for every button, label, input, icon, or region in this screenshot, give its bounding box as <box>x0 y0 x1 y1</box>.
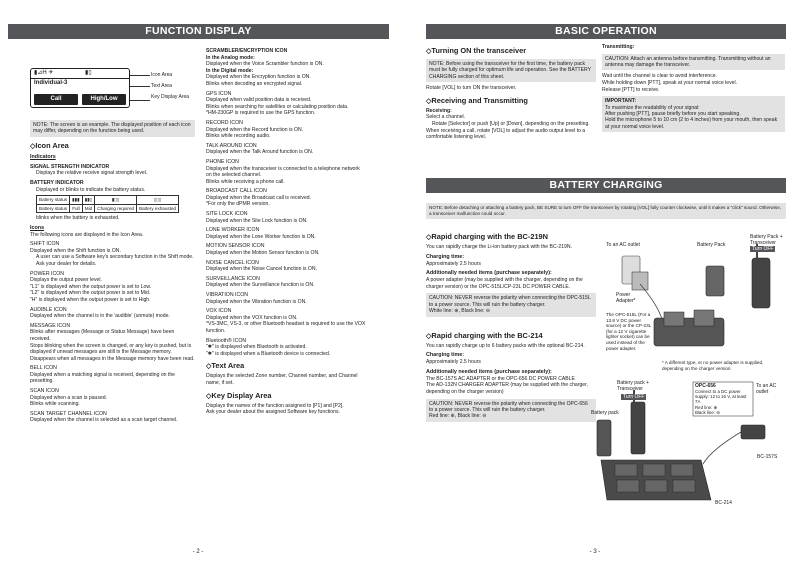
power-text-3: "L2" is displayed when the output power is set to Mid. <box>30 290 151 297</box>
talk-around-title: TALK AROUND ICON <box>206 142 257 149</box>
bc214-additional-2: The AD-132N CHARGER ADAPTER (may be supplied with the charger, depending on the charger version) <box>426 382 588 395</box>
key-display-heading: ◇ Key Display Area <box>206 391 366 401</box>
bc214-charge-time: Approximately 2.5 hours <box>426 359 481 366</box>
audible-text: Displayed when the channel is in the 'audible' (unmute) mode. <box>30 313 170 320</box>
lcd-icon-row: ▮⊿H ✈ ▮▯ <box>34 70 92 76</box>
bc214-battery-pack: Battery pack <box>591 410 619 416</box>
power-text-1: Displays the output power level. <box>30 277 102 284</box>
icons-label: Icons <box>30 224 45 231</box>
important-2: Hold the microphone 5 to 10 cm (2 to 4 inches) from your mouth, then speak at your normal voice level. <box>605 117 778 130</box>
right-column-2 <box>602 44 785 135</box>
turning-on-heading: ◇ Turning ON the transceiver <box>426 46 596 56</box>
lcd-highlow-key: High/Low <box>82 94 126 105</box>
lone-worker-text: Displayed when the Lone Worker function is ON. <box>206 233 316 240</box>
bc219-charge-time: Approximately 2.5 hours <box>426 260 481 267</box>
bc219-power-adapter: Power Adapter* <box>616 292 636 304</box>
bc219-charge-time-label: Charging time: <box>426 253 465 260</box>
bc214-label: BC-214 <box>715 500 732 506</box>
battery-blink-text: blinks when the battery is exhausted. <box>36 215 120 221</box>
bc214-red-line: Red line: ⊕ <box>695 405 718 410</box>
receiving-step-1: Select a channel. <box>426 114 466 121</box>
transmitting-label: Transmitting: <box>602 44 635 50</box>
battery-title: BATTERY INDICATOR <box>30 180 84 186</box>
gps-text-1: Displayed when valid position data is received. <box>206 97 312 104</box>
turning-on-note: NOTE: Before using the transceiver for the first time, the battery pack must be fully charged for optimum life and operation. See the BATTERY CHARGING section of this sheet. <box>426 59 596 82</box>
transmit-step-1: Wait until the channel is clear to avoid interference. <box>602 73 718 80</box>
battery-text: Displayed or blinks to indicate the battery status. <box>36 186 146 193</box>
turning-on-text: Rotate [VOL] to turn ON the transceiver. <box>426 85 517 92</box>
bc214-heading: ◇ Rapid charging with the BC-214 <box>426 331 596 341</box>
battery-charging-note: NOTE: Before detaching or attaching a battery pack, BE SURE to turn OFF the transceiver by rotating [VOL] fully counter clockwise, until it makes a "click" sound. Otherwise, a transceiver malfunction could occur. <box>426 203 786 219</box>
site-lock-text: Displayed when the Site Lock function is ON. <box>206 217 308 224</box>
bc214-caution <box>426 399 596 422</box>
message-text-1: Blinks after messages (Message or Status Message) have been received. <box>30 329 175 342</box>
gps-text-3: *HM-230GP is required to use the GPS function. <box>206 110 316 117</box>
scrambler-text-1: Displayed when the Voice Scrambler function is ON. <box>206 61 324 68</box>
site-lock-title: SITE LOCK ICON <box>206 211 248 218</box>
bc219-text: You can rapidly charge the Li-ion battery pack with the BC-219N. <box>426 244 572 250</box>
bc214-connect: Connect to a DC power supply: 12 to 16 V, at least 7A <box>695 389 747 405</box>
basic-operation-header: BASIC OPERATION <box>426 24 786 39</box>
gps-title: GPS ICON <box>206 90 232 97</box>
bc214-bc157s: BC-157S <box>757 454 778 460</box>
indicators-label: Indicators <box>30 153 56 160</box>
icons-text: The following icons are displayed in the Icon Area. <box>30 231 144 238</box>
scan-target-title: SCAN TARGET CHANNEL ICON <box>30 410 107 417</box>
shift-title: SHIFT ICON <box>30 241 60 248</box>
transmit-step-2: While holding down [PTT], speak at your normal voice level. <box>602 80 738 86</box>
message-text-2: Stops blinking when the screen is changed, or any key is pushed, but is displayed if unread messages are still in the Message memory. <box>30 342 192 356</box>
battery-low-icon: ▮▯▯ <box>95 196 137 204</box>
function-display-header: FUNCTION DISPLAY <box>8 24 389 39</box>
key-display-text-2: Ask your dealer about the assigned Software key functions. <box>206 409 340 416</box>
page-number-right: - 3 - <box>589 549 601 555</box>
vox-title: VOX ICON <box>206 308 232 315</box>
receiving-step-2: When receiving a call, rotate [VOL] to adjust the audio output level to a comfortable listening level. <box>426 127 586 141</box>
noise-text: Displayed when the Noise Cancel function is ON. <box>206 266 317 273</box>
bc219-battery-pack: Battery Pack <box>697 242 726 248</box>
power-text-2: "L1" is displayed when the output power is set to Low. <box>30 283 152 290</box>
key-display-area-label: Key Display Area <box>151 94 190 100</box>
left-column-2 <box>206 48 366 416</box>
battery-empty-icon: ▯▯▯ <box>137 196 179 204</box>
bc214-black-line: Black line: ⊖ <box>695 410 720 415</box>
broadcast-text-1: Displayed when the Broadcast call is received. <box>206 194 312 201</box>
motion-text: Displayed when the Motion Sensor function is ON. <box>206 250 320 257</box>
scan-target-text: Displayed when the channel is selected as a scan target channel. <box>30 417 178 424</box>
scrambler-text-3: Blinks when decoding an encrypted signal. <box>206 80 303 87</box>
lcd-text-row: Individual-3 <box>31 78 129 87</box>
bt-exhausted: Battery exhausted <box>137 204 179 212</box>
vox-text-2: *VS-3MC, VS-3, or other Bluetooth headset is required to use the VOX function. <box>206 321 366 334</box>
icon-area-label: Icon Area <box>151 72 173 78</box>
phone-text-1: Displayed when the transceiver is connected to a telephone network on the selected channel. <box>206 165 360 179</box>
message-title: MESSAGE ICON <box>30 322 71 329</box>
important-title: IMPORTANT: <box>605 98 637 105</box>
battery-full-icon: ▮▮▮ <box>70 196 83 204</box>
text-area-label: Text Area <box>151 83 172 89</box>
power-title: POWER ICON <box>30 270 65 277</box>
audible-title: AUDIBLE ICON <box>30 306 67 313</box>
bc219-additional-label: Additionally needed items (purchase separately): <box>426 270 552 277</box>
lcd-call-key: Call <box>34 94 78 105</box>
bc214-additional-1: The BC-157S AC ADAPTER or the OPC-656 DC POWER CABLE <box>426 375 575 382</box>
bt-charging: Charging required <box>95 204 137 212</box>
bc214-text: You can rapidly charge up to 6 battery packs with the optional BC-214. <box>426 342 585 349</box>
bc214-battery-transceiver: Battery pack + Transceiver <box>617 380 650 392</box>
bc214-opc656: OPC-656 <box>695 383 716 389</box>
bc219-footnote: * A different type, or no power adapter is supplied, depending on the charger version. <box>662 360 764 371</box>
bc219-additional-1: A power adapter (may be supplied with the charger, depending on the charger version) or the OPC-515L/CP-23L DC POWER CABLE. <box>426 277 583 290</box>
important-1: After pushing [PTT], pause briefly before you start speaking. <box>605 111 741 117</box>
right-page <box>397 0 793 561</box>
surveillance-text: Displayed when the Surveillance function is ON. <box>206 282 315 289</box>
text-area-leader <box>130 86 150 87</box>
phone-title: PHONE ICON <box>206 158 239 165</box>
bc219-opc-note: The OPC-515L (For a 13.8 V DC power source) or the CP-23L (for a 12 V cigarette lighter socket) can be used instead of the power adapter. <box>606 312 652 351</box>
record-text-2: Blinks while recording audio. <box>206 133 271 140</box>
receiving-transmitting-heading: ◇ Receiving and Transmitting <box>426 96 596 106</box>
record-title: RECORD ICON <box>206 119 243 126</box>
bc219-ac-outlet: To an AC outlet <box>606 242 640 248</box>
scan-text-2: Blinks while scanning. <box>30 401 80 408</box>
shift-text-1: Displayed when the Shift function is ON. <box>30 247 121 254</box>
lcd-display-example <box>30 68 130 108</box>
bt-indication: Battery status <box>37 196 70 204</box>
scrambler-text-2: Displayed when the Encryption function is ON. <box>206 74 311 81</box>
lone-worker-title: LONE WORKER ICON <box>206 227 260 234</box>
battery-table <box>36 195 179 213</box>
left-page <box>0 0 396 561</box>
bell-text: Displayed when a matching signal is received, depending on the presetting. <box>30 371 175 385</box>
bell-title: BELL ICON <box>30 365 57 372</box>
important-intro: To maximize the readability of your signal: <box>605 104 700 111</box>
bluetooth-text-2: "✱" is displayed when a Bluetooth device is connected. <box>206 350 331 357</box>
right-column-1 <box>426 42 596 141</box>
bc214-caution-text: CAUTION: NEVER reverse the polarity when connecting the OPC-656 to a power source. This will ruin the battery charger. <box>429 400 588 413</box>
broadcast-title: BROADCAST CALL ICON <box>206 188 267 195</box>
noise-title: NOISE CANCEL ICON <box>206 259 259 266</box>
surveillance-title: SURVEILLANCE ICON <box>206 275 260 282</box>
important-box <box>602 96 785 132</box>
receiving-label: Receiving: <box>426 107 452 114</box>
broadcast-text-2: *For only the dPMR version. <box>206 201 270 208</box>
signal-text: Displays the relative receive signal strength level. <box>36 170 148 177</box>
battery-mid-icon: ▮▮▯ <box>82 196 95 204</box>
transmit-caution: CAUTION: Attach an antenna before transmitting. Transmitting without an antenna may damage the transceiver. <box>602 54 785 71</box>
shift-text-2: A user can use a Software key's secondary function in the Shift mode. Ask your dealer for details. <box>36 254 194 267</box>
bc219-figure <box>602 234 786 384</box>
scrambler-title: SCRAMBLER/ENCRYPTION ICON <box>206 48 288 54</box>
bt-mid: Mid <box>82 204 95 212</box>
key-area-leader <box>130 100 150 101</box>
text-area-text: Displays the selected Zone number, Channel number, and Channel name, if set. <box>206 373 358 386</box>
bc219-battery-transceiver: Battery Pack + Transceiver <box>750 234 783 246</box>
signal-title: SIGNAL STRENGTH INDICATOR <box>30 163 110 170</box>
scan-text-1: Displayed when a scan is paused. <box>30 394 108 401</box>
transmit-step-3: Release [PTT] to receive. <box>602 86 660 93</box>
bluetooth-title: Bluetooth® ICON <box>206 337 247 344</box>
battery-charging-header: BATTERY CHARGING <box>426 178 786 193</box>
receiving-step-1a: Rotate [Selector] or push [Up] or [Down], depending on the presetting. <box>432 121 590 127</box>
bc214-charge-time-label: Charging time: <box>426 352 465 359</box>
power-text-4: "H" is displayed when the output power is set to High. <box>30 296 151 303</box>
bt-full: Full <box>70 204 83 212</box>
gps-text-2: Blinks when searching for satellites or calculating position data. <box>206 103 349 110</box>
message-text-3: Disappears when all messages in the Message memory have been read. <box>30 355 195 362</box>
key-display-text-1: Displays the names of the function assigned to [P1] and [P2]. <box>206 402 344 409</box>
bc214-wire-text: Red line: ⊕, Black line: ⊖ <box>429 413 487 420</box>
scrambler-digital-label: In the Digital mode: <box>206 67 254 74</box>
vibration-text: Displayed when the Vibration function is ON. <box>206 298 307 305</box>
bc214-ac-outlet: To an AC outlet <box>756 383 777 395</box>
vibration-title: VIBRATION ICON <box>206 292 248 298</box>
bc219-caution <box>426 293 596 316</box>
bt-status: Battery status <box>37 204 70 212</box>
page-number-left: - 2 - <box>192 549 204 555</box>
bc214-illustration <box>591 380 786 520</box>
bc214-additional-label: Additionally needed items (purchase separately): <box>426 368 552 375</box>
bc214-figure <box>591 380 786 520</box>
text-area-heading: ◇ Text Area <box>206 361 366 371</box>
bc219-wire-text: White line: ⊕, Black line: ⊖ <box>429 308 491 315</box>
bc214-turn-off: Turn OFF <box>623 394 645 400</box>
vox-text-1: Displayed when the VOX function is ON. <box>206 314 298 321</box>
phone-text-2: Blinks while receiving a phone call. <box>206 178 285 185</box>
bc219-heading: ◇ Rapid charging with the BC-219N <box>426 232 596 242</box>
bc219-section <box>426 228 596 425</box>
left-column-1 <box>30 117 195 424</box>
icon-area-leader <box>130 75 150 76</box>
icon-area-heading: ◇ Icon Area <box>30 141 195 151</box>
scan-title: SCAN ICON <box>30 388 59 395</box>
bc219-turn-off: Turn OFF <box>752 246 774 252</box>
scrambler-analog-label: In the Analog mode: <box>206 54 255 61</box>
talk-around-text: Displayed when the Talk Around function is ON. <box>206 149 314 156</box>
record-text-1: Displayed when the Record function is ON. <box>206 126 304 133</box>
motion-title: MOTION SENSOR ICON <box>206 243 265 250</box>
screen-note: NOTE: The screen is an example. The displayed position of each icon may differ, depending on the function being used. <box>30 120 195 137</box>
bc219-caution-text: CAUTION: NEVER reverse the polarity when connecting the OPC-515L to a power source. This will ruin the battery charger. <box>429 295 591 308</box>
bluetooth-text-1: "✱" is displayed when Bluetooth is activated. <box>206 344 307 351</box>
